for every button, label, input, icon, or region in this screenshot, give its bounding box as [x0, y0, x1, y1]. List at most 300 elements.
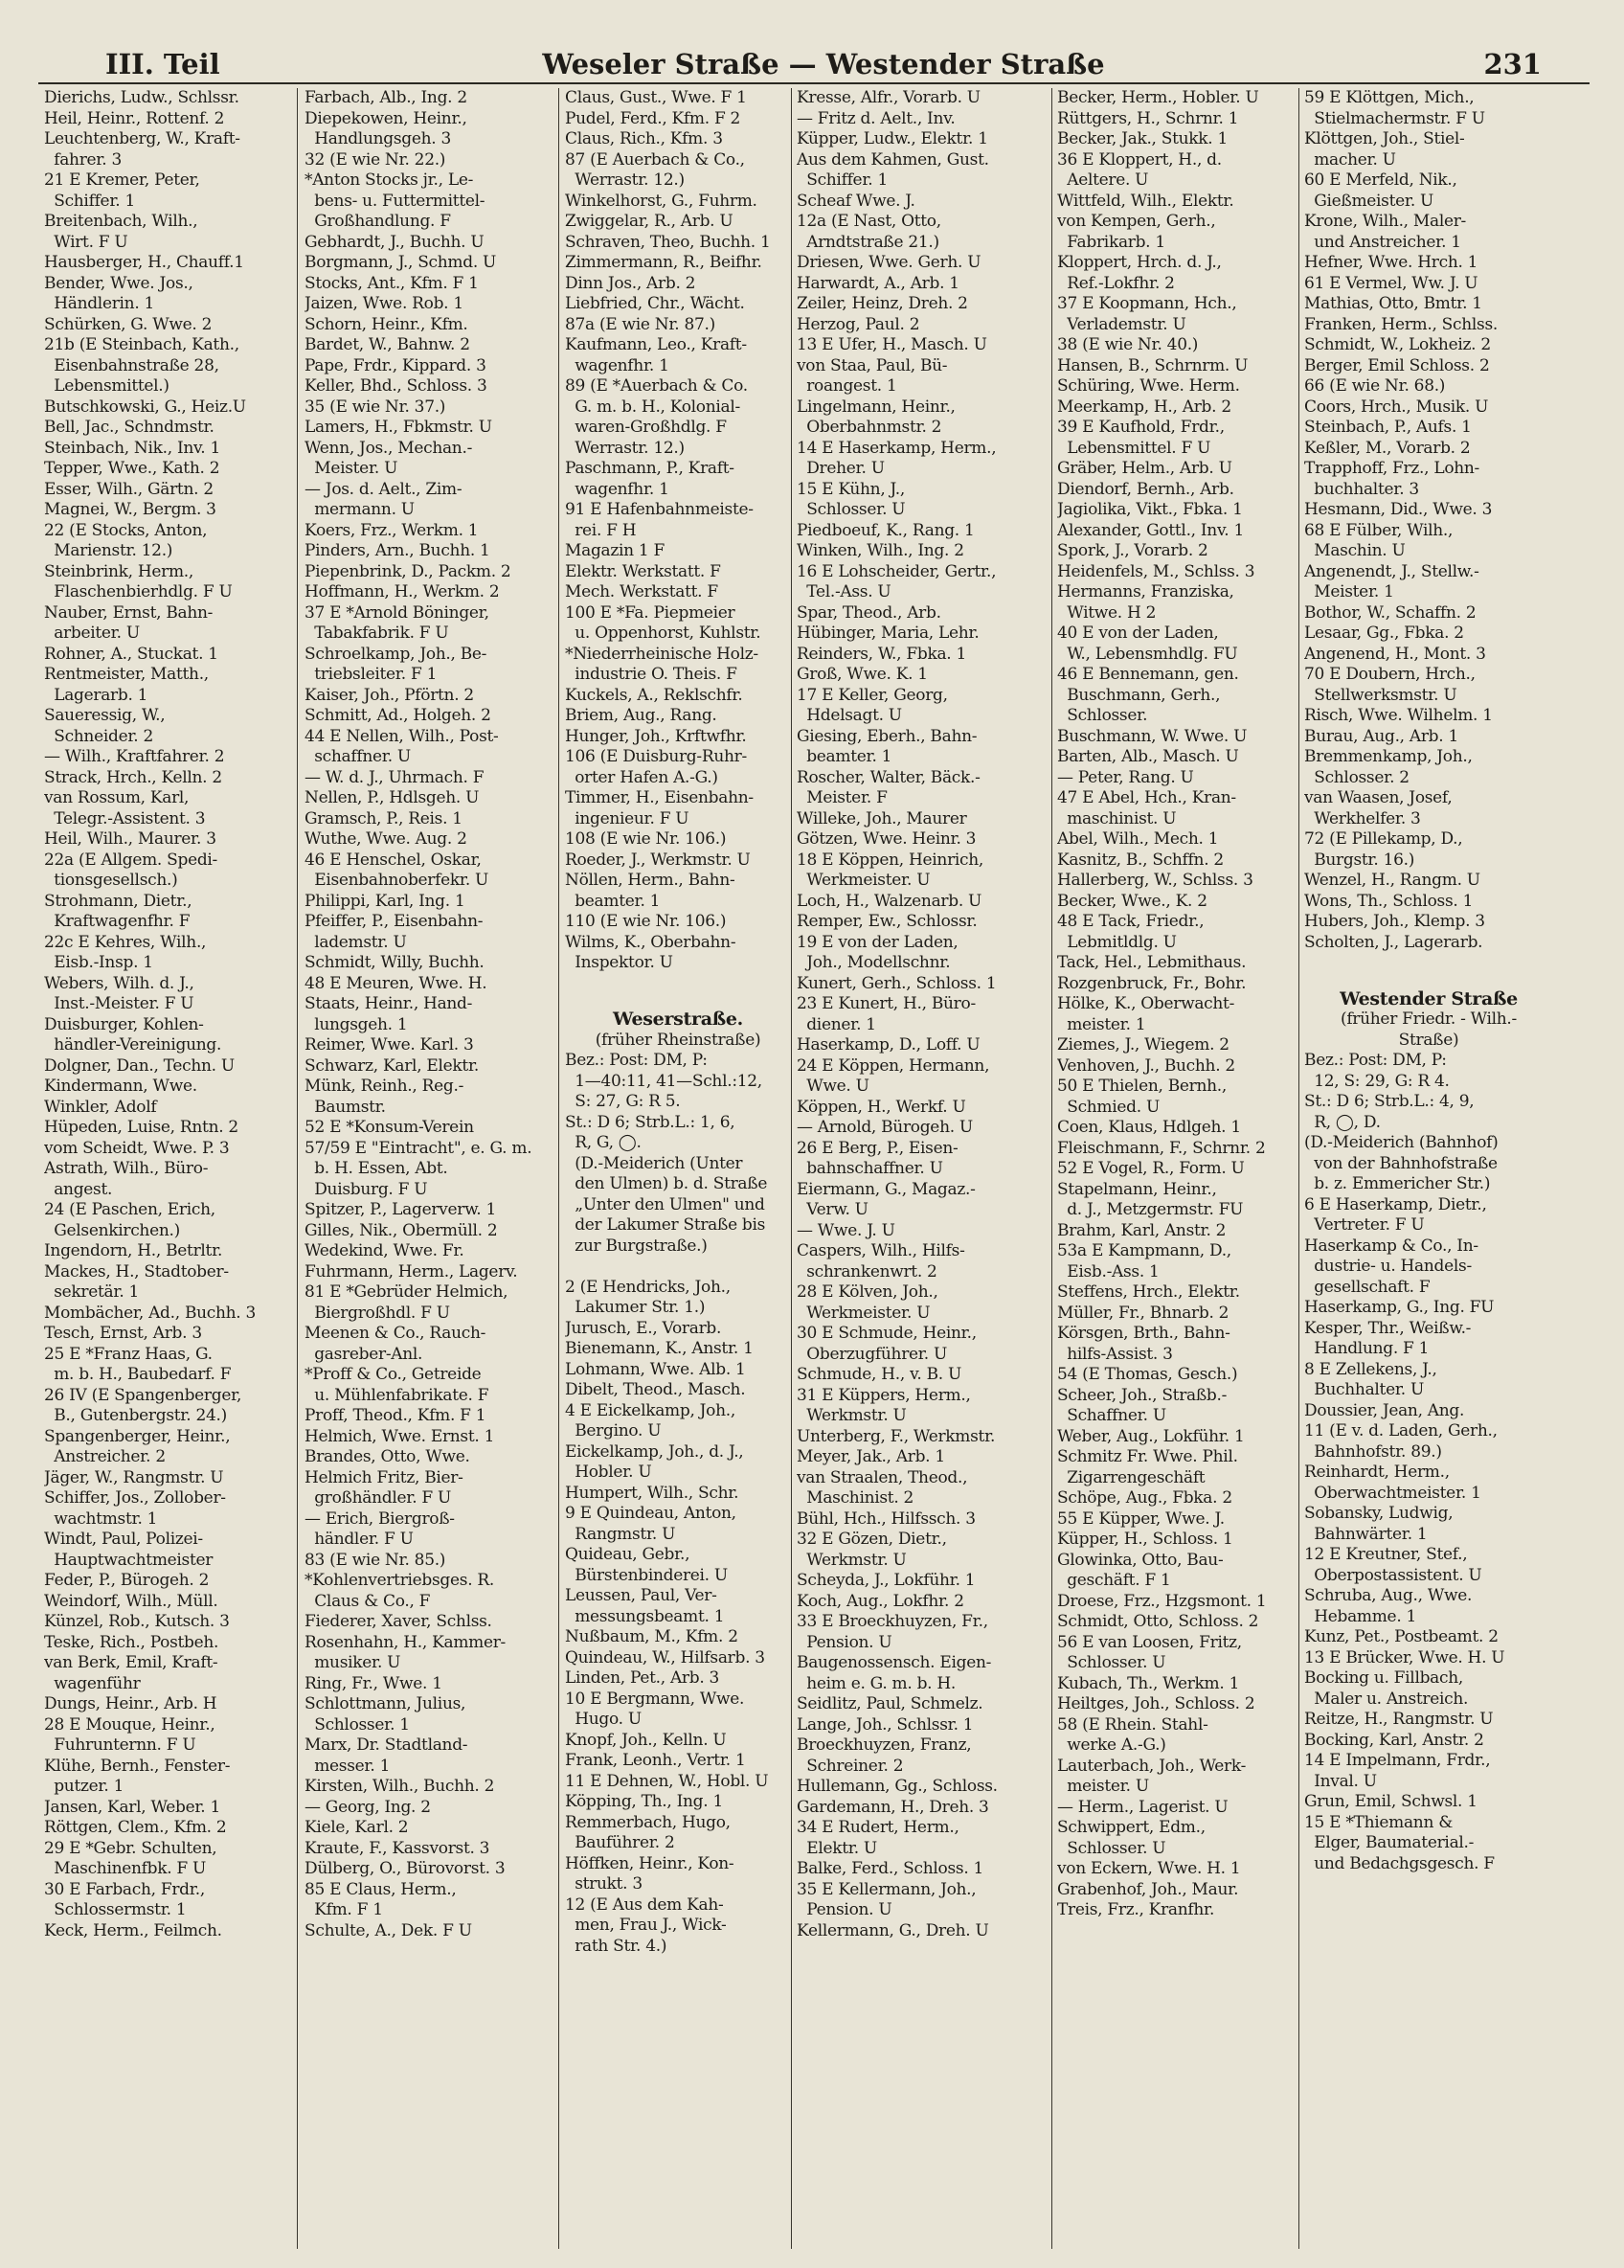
directory-entry: Claus & Co., F — [304, 1591, 431, 1611]
directory-entry: *Anton Stocks jr., Le- — [304, 170, 474, 190]
directory-entry: Elektr. Werkstatt. F — [565, 561, 721, 581]
directory-entry: Jansen, Karl, Weber. 1 — [44, 1797, 221, 1817]
directory-entry: roangest. 1 — [797, 376, 897, 396]
directory-entry: Lagerarb. 1 — [44, 685, 148, 705]
directory-entry: 37 E *Arnold Böninger, — [304, 602, 489, 623]
directory-entry: angest. — [44, 1179, 113, 1199]
directory-entry: — Herm., Lagerist. U — [1057, 1797, 1229, 1817]
directory-entry: Kindermann, Wwe. — [44, 1077, 197, 1096]
directory-entry: strukt. 3 — [565, 1874, 643, 1894]
directory-entry: Dreher. U — [797, 459, 885, 478]
directory-entry: und Anstreicher. 1 — [1304, 232, 1461, 252]
directory-entry: 48 E Meuren, Wwe. H. — [304, 973, 487, 993]
directory-entry: Zimmermann, R., Beifhr. — [565, 253, 762, 272]
directory-entry: 106 (E Duisburg-Ruhr- — [565, 747, 747, 766]
directory-entry: Breitenbach, Wilh., — [44, 212, 198, 231]
directory-entry: Spangenberger, Heinr., — [44, 1426, 231, 1446]
directory-entry: Küpper, Ludw., Elektr. 1 — [797, 129, 988, 148]
directory-entry: Piedboeuf, K., Rang. 1 — [797, 520, 975, 540]
directory-entry: Arndtstraße 21.) — [797, 232, 939, 252]
directory-entry: Koers, Frz., Werkm. 1 — [304, 520, 479, 540]
directory-entry: Oberzugführer. U — [797, 1344, 947, 1364]
directory-entry: 30 E Schmude, Heinr., — [797, 1324, 977, 1343]
directory-entry: lungsgeh. 1 — [304, 1014, 408, 1034]
directory-entry: 48 E Tack, Friedr., — [1057, 912, 1205, 931]
directory-entry: Timmer, H., Eisenbahn- — [565, 788, 754, 807]
directory-entry: Scheaf Wwe. J. — [797, 191, 915, 211]
directory-entry: Wenn, Jos., Mechan.- — [304, 438, 473, 458]
directory-entry: Herzog, Paul. 2 — [797, 314, 920, 334]
directory-entry: Harwardt, A., Arb. 1 — [797, 273, 959, 293]
directory-entry: Unterberg, F., Werkmstr. — [797, 1426, 996, 1446]
directory-entry: Lebensmittel.) — [44, 376, 169, 396]
directory-entry: Meenen & Co., Rauch- — [304, 1324, 486, 1343]
directory-entry: putzer. 1 — [44, 1777, 124, 1796]
directory-entry: Berger, Emil Schloss. 2 — [1304, 355, 1490, 375]
directory-entry: ingenieur. F U — [565, 808, 689, 828]
directory-entry: Bothor, W., Schaffn. 2 — [1304, 602, 1477, 623]
directory-entry: Lebmitldlg. U — [1057, 932, 1177, 952]
directory-entry: Remmerbach, Hugo, — [565, 1812, 731, 1832]
directory-entry: Rohner, A., Stuckat. 1 — [44, 644, 218, 664]
directory-entry: Dungs, Heinr., Arb. H — [44, 1694, 217, 1713]
column-2 — [304, 88, 557, 2245]
directory-entry: 30 E Farbach, Frdr., — [44, 1879, 205, 1899]
directory-entry: Wenzel, H., Rangm. U — [1304, 871, 1480, 890]
directory-entry: Bienemann, K., Anstr. 1 — [565, 1339, 754, 1358]
directory-entry: dustrie- u. Handels- — [1304, 1257, 1472, 1276]
directory-entry: Gramsch, P., Reis. 1 — [304, 808, 462, 828]
directory-entry: macher. U — [1304, 149, 1396, 170]
directory-entry: Magnei, W., Bergm. 3 — [44, 500, 216, 519]
directory-entry — [1304, 953, 1553, 974]
directory-entry: Haserkamp, G., Ing. FU — [1304, 1298, 1495, 1317]
column-4 — [797, 88, 1049, 2245]
directory-entry: 46 E Henschel, Oskar, — [304, 850, 482, 870]
directory-entry: Schiffer. 1 — [44, 191, 135, 211]
directory-entry: St.: D 6; Strb.L.: 4, 9, — [1304, 1092, 1475, 1111]
directory-entry: Aeltere. U — [1057, 170, 1149, 190]
directory-entry: 14 E Impelmann, Frdr., — [1304, 1751, 1491, 1770]
directory-entry: Schlosser. U — [1057, 1653, 1166, 1672]
directory-entry: Tesch, Ernst, Arb. 3 — [44, 1324, 202, 1343]
directory-entry: musiker. U — [304, 1653, 401, 1672]
directory-entry: Eickelkamp, Joh., d. J., — [565, 1441, 744, 1462]
directory-entry: Schlosser. U — [1057, 1838, 1166, 1858]
directory-entry: 38 (E wie Nr. 40.) — [1057, 335, 1199, 354]
directory-entry: u. Mühlenfabrikate. F — [304, 1385, 489, 1405]
directory-entry: Fabrikarb. 1 — [1057, 232, 1165, 252]
directory-entry: Kunert, Gerh., Schloss. 1 — [797, 973, 997, 993]
directory-entry: Wwe. U — [797, 1077, 869, 1096]
directory-entry: waren-Großhdlg. F — [565, 418, 727, 437]
directory-entry: Gießmeister. U — [1304, 191, 1434, 211]
directory-entry: 36 E Kloppert, H., d. — [1057, 149, 1222, 170]
directory-entry: Hauptwachtmeister — [44, 1550, 214, 1570]
directory-entry: Eisenbahnstraße 28, — [44, 355, 219, 375]
directory-entry: Farbach, Alb., Ing. 2 — [304, 88, 467, 107]
directory-entry: Barten, Alb., Masch. U — [1057, 747, 1239, 766]
directory-entry: Giesing, Eberh., Bahn- — [797, 726, 978, 746]
directory-entry: Elektr. U — [797, 1838, 877, 1858]
directory-entry: Willeke, Joh., Maurer — [797, 808, 967, 828]
directory-entry: Wilms, K., Oberbahn- — [565, 932, 736, 952]
directory-entry: Dülberg, O., Bürovorst. 3 — [304, 1859, 506, 1878]
directory-entry: Roeder, J., Werkmstr. U — [565, 850, 751, 870]
directory-entry: Schulte, A., Dek. F U — [304, 1920, 472, 1940]
directory-entry: 23 E Kunert, H., Büro- — [797, 994, 976, 1013]
directory-entry: Schruba, Aug., Wwe. — [1304, 1586, 1473, 1605]
directory-entry: Jäger, W., Rangmstr. U — [44, 1467, 224, 1487]
directory-entry: Linden, Pet., Arb. 3 — [565, 1668, 720, 1688]
directory-entry: Haserkamp & Co., In- — [1304, 1236, 1478, 1256]
directory-entry: Lamers, H., Fbkmstr. U — [304, 418, 492, 437]
directory-entry: 44 E Nellen, Wilh., Post- — [304, 726, 499, 746]
directory-entry: Schöpe, Aug., Fbka. 2 — [1057, 1488, 1232, 1508]
directory-entry: Maschin. U — [1304, 541, 1406, 560]
directory-entry: Kraute, F., Kassvorst. 3 — [304, 1838, 490, 1858]
directory-entry: Stapelmann, Heinr., — [1057, 1179, 1217, 1199]
directory-entry: tionsgesellsch.) — [44, 871, 178, 890]
directory-entry: Scholten, J., Lagerarb. — [1304, 932, 1483, 952]
directory-entry: 110 (E wie Nr. 106.) — [565, 912, 727, 931]
column-5 — [1057, 88, 1297, 2245]
directory-entry: Buschmann, Gerh., — [1057, 685, 1221, 705]
directory-entry: Rüttgers, H., Schrnr. 1 — [1057, 108, 1239, 128]
directory-entry: Tel.-Ass. U — [797, 582, 891, 601]
directory-entry: Frank, Leonh., Vertr. 1 — [565, 1751, 746, 1770]
directory-entry: Keck, Herm., Feilmch. — [44, 1920, 222, 1940]
directory-entry: Quideau, Gebr., — [565, 1545, 690, 1564]
directory-entry: Meister. F — [797, 788, 888, 807]
directory-entry: Wedekind, Wwe. Fr. — [304, 1241, 464, 1260]
directory-entry: Caspers, Wilh., Hilfs- — [797, 1241, 965, 1260]
directory-entry: 50 E Thielen, Bernh., — [1057, 1077, 1227, 1096]
directory-entry: Kellermann, G., Dreh. U — [797, 1920, 989, 1940]
directory-entry: werke A.-G.) — [1057, 1735, 1166, 1755]
directory-entry: 57/59 E "Eintracht", e. G. m. — [304, 1138, 532, 1158]
directory-entry: zur Burgstraße.) — [565, 1236, 708, 1256]
directory-entry: Wittfeld, Wilh., Elektr. — [1057, 191, 1234, 211]
directory-entry: (D.-Meiderich (Unter — [565, 1153, 743, 1173]
directory-entry: Bergino. U — [565, 1421, 662, 1440]
directory-entry: Hubers, Joh., Klemp. 3 — [1304, 912, 1485, 931]
directory-entry: Piepenbrink, D., Packm. 2 — [304, 561, 511, 581]
directory-entry: Maler u. Anstreich. — [1304, 1689, 1469, 1709]
directory-entry: Loch, H., Walzenarb. U — [797, 891, 982, 911]
directory-entry: Bauführer. 2 — [565, 1833, 675, 1852]
directory-entry: 1—40:11, 41—Schl.:12, — [565, 1071, 762, 1091]
directory-entry: 24 (E Paschen, Erich, — [44, 1200, 215, 1219]
directory-entry: Becker, Herm., Hobler. U — [1057, 88, 1259, 107]
directory-entry: 70 E Doubern, Hrch., — [1304, 665, 1476, 684]
directory-entry: Werrastr. 12.) — [565, 438, 685, 458]
directory-entry: 13 E Brücker, Wwe. H. U — [1304, 1647, 1505, 1667]
directory-entry: — Wwe. J. U — [797, 1220, 895, 1240]
directory-entry: Franken, Herm., Schlss. — [1304, 314, 1498, 334]
directory-entry: Stocks, Ant., Kfm. F 1 — [304, 273, 479, 293]
directory-entry: Schmitz Fr. Wwe. Phil. — [1057, 1447, 1238, 1466]
directory-entry: Reimer, Wwe. Karl. 3 — [304, 1035, 474, 1055]
directory-entry: Werkmeister. U — [797, 1303, 931, 1323]
directory-entry: Baumstr. — [304, 1097, 386, 1117]
directory-entry: 35 (E wie Nr. 37.) — [304, 397, 446, 417]
directory-entry: Fiederer, Xaver, Schlss. — [304, 1612, 492, 1631]
directory-entry: lademstr. U — [304, 932, 407, 952]
directory-entry: 85 E Claus, Herm., — [304, 1879, 457, 1899]
directory-entry: Rangmstr. U — [565, 1524, 676, 1544]
directory-entry: Coors, Hrch., Musik. U — [1304, 397, 1489, 417]
directory-entry: „Unter den Ulmen" und — [565, 1194, 765, 1214]
directory-entry: Buchhalter. U — [1304, 1380, 1425, 1399]
directory-entry: Weber, Aug., Lokführ. 1 — [1057, 1426, 1245, 1446]
directory-entry: Lingelmann, Heinr., — [797, 397, 956, 417]
directory-entry: Vertreter. F U — [1304, 1215, 1425, 1235]
directory-entry: Humpert, Wilh., Schr. — [565, 1483, 739, 1503]
directory-entry: Nöllen, Herm., Bahn- — [565, 871, 735, 890]
directory-entry: Pudel, Ferd., Kfm. F 2 — [565, 108, 741, 128]
directory-entry: Inval. U — [1304, 1771, 1377, 1791]
directory-entry: 24 E Köppen, Hermann, — [797, 1055, 990, 1076]
directory-entry: Biergroßhdl. F U — [304, 1303, 450, 1323]
directory-entry: Schwarz, Karl, Elektr. — [304, 1055, 480, 1076]
directory-entry: Müller, Fr., Bhnarb. 2 — [1057, 1303, 1229, 1323]
directory-entry: 58 (E Rhein. Stahl- — [1057, 1714, 1208, 1735]
directory-entry: Lakumer Str. 1.) — [565, 1298, 706, 1317]
directory-entry: 53a E Kampmann, D., — [1057, 1241, 1231, 1260]
directory-entry: heim e. G. m. b. H. — [797, 1673, 956, 1693]
directory-entry: Handlung. F 1 — [1304, 1339, 1430, 1358]
directory-entry: Strack, Hrch., Kelln. 2 — [44, 767, 222, 787]
directory-entry: Roscher, Walter, Bäck.- — [797, 767, 981, 787]
directory-entry: Coen, Klaus, Hdlgeh. 1 — [1057, 1118, 1241, 1137]
directory-entry: Schreiner. 2 — [797, 1756, 904, 1776]
directory-entry: Maschinist. 2 — [797, 1488, 914, 1508]
directory-entry: Grun, Emil, Schwsl. 1 — [1304, 1792, 1477, 1811]
directory-entry: Werkmeister. U — [797, 871, 931, 890]
directory-entry: d. J., Metzgermstr. FU — [1057, 1200, 1244, 1219]
directory-entry: Steffens, Hrch., Elektr. — [1057, 1282, 1240, 1302]
directory-entry: Ref.-Lokfhr. 2 — [1057, 273, 1175, 293]
directory-entry: Eisb.-Insp. 1 — [44, 953, 153, 972]
directory-entry: bens- u. Futtermittel- — [304, 191, 485, 211]
directory-entry: Heidenfels, M., Schlss. 3 — [1057, 561, 1255, 581]
directory-entry: Philippi, Karl, Ing. 1 — [304, 891, 465, 911]
directory-entry: W., Lebensmhdlg. FU — [1057, 644, 1238, 664]
street-range-title: Weseler Straße — Westender Straße — [542, 48, 1105, 80]
directory-entry: Schlossermstr. 1 — [44, 1900, 187, 1919]
directory-entry: Doussier, Jean, Ang. — [1304, 1400, 1465, 1420]
directory-entry: Quindeau, W., Hilfsarb. 3 — [565, 1647, 765, 1667]
directory-entry: 32 E Gözen, Dietr., — [797, 1530, 947, 1549]
directory-entry: Meister. 1 — [1304, 582, 1394, 601]
directory-entry: 12 (E Aus dem Kah- — [565, 1894, 724, 1915]
directory-entry: Reinhardt, Herm., — [1304, 1463, 1450, 1482]
directory-entry: R, ◯, D. — [1304, 1112, 1381, 1132]
directory-entry: von der Bahnhofstraße — [1304, 1153, 1498, 1173]
directory-entry: 28 E Kölven, Joh., — [797, 1282, 938, 1302]
directory-entry: Küpper, H., Schloss. 1 — [1057, 1530, 1233, 1549]
directory-entry: Lebensmittel. F U — [1057, 438, 1211, 458]
directory-entry: 66 (E wie Nr. 68.) — [1304, 376, 1446, 396]
directory-entry: Kuckels, A., Reklschfr. — [565, 685, 743, 705]
directory-entry: Heiltges, Joh., Schloss. 2 — [1057, 1694, 1255, 1713]
directory-entry: Röttgen, Clem., Kfm. 2 — [44, 1818, 227, 1837]
directory-entry: Strohmann, Dietr., — [44, 891, 192, 911]
directory-entry: Bell, Jac., Schndmstr. — [44, 418, 214, 437]
directory-entry: van Berk, Emil, Kraft- — [44, 1653, 218, 1672]
directory-entry: Schlosser. 2 — [1304, 767, 1410, 787]
directory-entry: Windt, Paul, Polizei- — [44, 1530, 203, 1549]
directory-entry: 12a (E Nast, Otto, — [797, 212, 941, 231]
directory-entry: rei. F H — [565, 520, 637, 540]
directory-entry: Treis, Frz., Kranfhr. — [1057, 1900, 1215, 1919]
directory-entry: 39 E Kaufhold, Frdr., — [1057, 418, 1225, 437]
directory-entry: Handlungsgeh. 3 — [304, 129, 451, 148]
directory-entry: 14 E Haserkamp, Herm., — [797, 438, 997, 458]
section-subheading: (früher Friedr. - Wilh.- — [1340, 1009, 1517, 1029]
directory-entry: 100 E *Fa. Piepmeier — [565, 602, 735, 623]
directory-entry: Zeiler, Heinz, Dreh. 2 — [797, 294, 968, 313]
directory-entry: Pension. U — [797, 1632, 892, 1652]
directory-entry: Schroelkamp, Joh., Be- — [304, 644, 487, 664]
directory-entry: Bez.: Post: DM, P: — [565, 1051, 708, 1070]
directory-entry: Becker, Jak., Stukk. 1 — [1057, 129, 1229, 148]
directory-entry: Saueressig, W., — [44, 706, 166, 725]
directory-entry: Inst.-Meister. F U — [44, 994, 194, 1013]
directory-entry: Leussen, Paul, Ver- — [565, 1586, 717, 1605]
directory-entry: Claus, Rich., Kfm. 3 — [565, 129, 723, 148]
directory-entry: Werkhelfer. 3 — [1304, 808, 1421, 828]
directory-entry: Schlottmann, Julius, — [304, 1694, 466, 1713]
directory-entry: 6 E Haserkamp, Dietr., — [1304, 1194, 1487, 1214]
directory-entry: Knopf, Joh., Kelln. U — [565, 1730, 727, 1750]
directory-entry: Köppen, H., Werkf. U — [797, 1097, 966, 1117]
directory-entry: Krone, Wilh., Maler- — [1304, 212, 1466, 231]
directory-entry: arbeiter. U — [44, 624, 140, 643]
directory-entry: vom Scheidt, Wwe. P. 3 — [44, 1138, 230, 1158]
directory-entry: Duisburg. F U — [304, 1179, 428, 1199]
directory-entry: Scheyda, J., Lokführ. 1 — [797, 1571, 976, 1590]
directory-entry: 47 E Abel, Hch., Kran- — [1057, 788, 1236, 807]
directory-entry: Balke, Ferd., Schloss. 1 — [797, 1859, 984, 1878]
directory-entry: wagenfhr. 1 — [565, 355, 669, 375]
directory-entry: händler. F U — [304, 1530, 414, 1549]
directory-entry: 91 E Hafenbahnmeiste- — [565, 500, 754, 519]
directory-entry: Magazin 1 F — [565, 541, 665, 560]
directory-entry: maschinist. U — [1057, 808, 1177, 828]
directory-entry: Ingendorn, H., Betrltr. — [44, 1241, 223, 1260]
directory-entry: Bürstenbinderei. U — [565, 1565, 728, 1585]
directory-entry: Schorn, Heinr., Kfm. — [304, 314, 468, 334]
directory-entry: 10 E Bergmann, Wwe. — [565, 1689, 745, 1709]
directory-entry: 34 E Rudert, Herm., — [797, 1818, 959, 1837]
directory-entry: Heil, Wilh., Maurer. 3 — [44, 829, 216, 849]
directory-entry: Staats, Heinr., Hand- — [304, 994, 473, 1013]
section-heading: Weserstraße. — [612, 1009, 743, 1030]
directory-entry: Hobler. U — [565, 1463, 652, 1482]
directory-entry: Hesmann, Did., Wwe. 3 — [1304, 500, 1493, 519]
directory-entry: Angenend, H., Mont. 3 — [1304, 644, 1486, 664]
directory-entry: Schraven, Theo, Buchh. 1 — [565, 232, 771, 252]
directory-entry: Diepekowen, Heinr., — [304, 108, 467, 128]
directory-entry: Hallerberg, W., Schlss. 3 — [1057, 871, 1253, 890]
directory-entry: Schlosser. 1 — [304, 1714, 410, 1735]
directory-entry: 26 IV (E Spangenberger, — [44, 1385, 242, 1405]
directory-entry: Brahm, Karl, Anstr. 2 — [1057, 1220, 1227, 1240]
directory-entry: Helmich, Wwe. Ernst. 1 — [304, 1426, 495, 1446]
directory-entry: fahrer. 3 — [44, 149, 122, 170]
directory-entry: Buschmann, W. Wwe. U — [1057, 726, 1248, 746]
directory-entry: 12 E Kreutner, Stef., — [1304, 1545, 1468, 1564]
directory-entry: Oberbahnmstr. 2 — [797, 418, 942, 437]
directory-entry: — Erich, Biergroß- — [304, 1508, 455, 1529]
directory-entry: von Kempen, Gerh., — [1057, 212, 1216, 231]
directory-entry: van Rossum, Karl, — [44, 788, 190, 807]
directory-entry: 11 E Dehnen, W., Hobl. U — [565, 1771, 769, 1791]
directory-entry: Hebamme. 1 — [1304, 1606, 1417, 1626]
directory-entry: 29 E *Gebr. Schulten, — [44, 1838, 217, 1858]
directory-entry: Haserkamp, D., Loff. U — [797, 1035, 981, 1055]
directory-entry: Schlosser. — [1057, 706, 1148, 725]
page-header — [105, 42, 1542, 86]
directory-entry: Bender, Wwe. Jos., — [44, 273, 193, 293]
directory-entry: messer. 1 — [304, 1756, 391, 1776]
directory-entry: Pape, Frdr., Kippard. 3 — [304, 355, 486, 375]
directory-entry: Händlerin. 1 — [44, 294, 155, 313]
directory-entry: Paschmann, P., Kraft- — [565, 459, 734, 478]
directory-entry: bahnschaffner. U — [797, 1159, 943, 1178]
directory-entry: Weindorf, Wilh., Müll. — [44, 1591, 218, 1611]
directory-entry: 81 E *Gebrüder Helmich, — [304, 1282, 508, 1302]
directory-entry: — Peter, Rang. U — [1057, 767, 1194, 787]
section-heading: Westender Straße — [1340, 987, 1518, 1009]
directory-entry: Nauber, Ernst, Bahn- — [44, 602, 214, 623]
directory-entry: Fleischmann, F., Schrnr. 2 — [1057, 1138, 1266, 1158]
directory-entry: beamter. 1 — [797, 747, 892, 766]
directory-entry: 13 E Ufer, H., Masch. U — [797, 335, 987, 354]
directory-entry: Tabakfabrik. F U — [304, 624, 449, 643]
directory-entry: 9 E Quindeau, Anton, — [565, 1504, 736, 1523]
directory-entry: Schlosser. U — [797, 500, 906, 519]
directory-entry: Reitze, H., Rangmstr. U — [1304, 1710, 1494, 1729]
directory-entry: Rosenhahn, H., Kammer- — [304, 1632, 507, 1652]
directory-entry: Pinders, Arn., Buchh. 1 — [304, 541, 490, 560]
directory-entry: Hölke, K., Oberwacht- — [1057, 994, 1235, 1013]
directory-entry: Schwippert, Edm., — [1057, 1818, 1206, 1837]
directory-entry: van Waasen, Josef, — [1304, 788, 1453, 807]
directory-entry: Schmude, H., v. B. U — [797, 1365, 961, 1384]
directory-entry: *Proff & Co., Getreide — [304, 1365, 482, 1384]
directory-entry: Stielmachermstr. F U — [1304, 108, 1485, 128]
directory-entry: Bez.: Post: DM, P: — [1304, 1051, 1447, 1070]
directory-entry: Kresse, Alfr., Vorarb. U — [797, 88, 981, 107]
directory-entry: Körsgen, Brth., Bahn- — [1057, 1324, 1230, 1343]
directory-entry: Eisb.-Ass. 1 — [1057, 1261, 1160, 1281]
directory-entry: Bocking u. Fillbach, — [1304, 1668, 1463, 1688]
directory-entry: Kunz, Pet., Postbeamt. 2 — [1304, 1627, 1499, 1646]
directory-entry: Grabenhof, Joh., Maur. — [1057, 1879, 1239, 1899]
directory-entry: 25 E *Franz Haas, G. — [44, 1344, 213, 1364]
directory-entry: Zigarrengeschäft — [1057, 1467, 1206, 1487]
directory-entry: Wirt. F U — [44, 232, 128, 252]
directory-entry: Telegr.-Assistent. 3 — [44, 808, 206, 828]
directory-entry: Lesaar, Gg., Fbka. 2 — [1304, 624, 1464, 643]
directory-entry: Schmidt, Otto, Schloss. 2 — [1057, 1612, 1259, 1631]
directory-entry: Duisburger, Kohlen- — [44, 1014, 204, 1034]
directory-entry: 4 E Eickelkamp, Joh., — [565, 1400, 735, 1420]
directory-entry: 61 E Vermel, Ww. J. U — [1304, 273, 1478, 293]
